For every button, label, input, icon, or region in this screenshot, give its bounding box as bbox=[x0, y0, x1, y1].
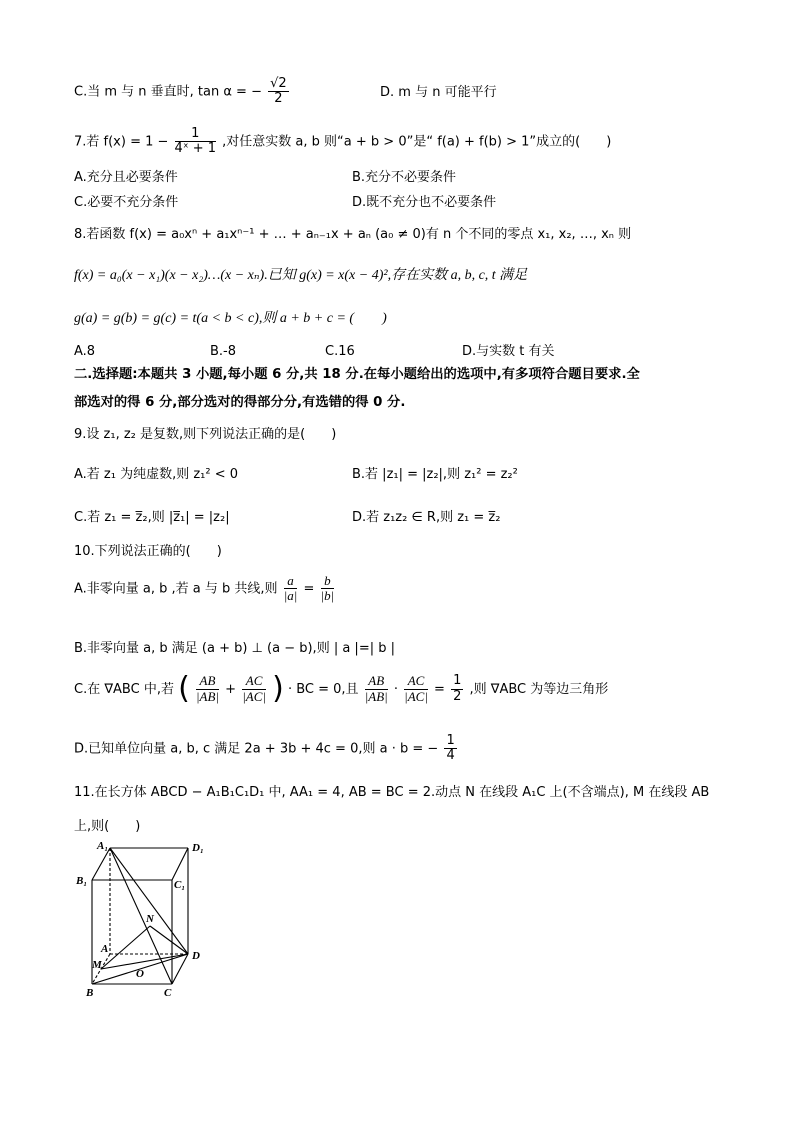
fraction-denominator: 2 bbox=[274, 91, 283, 107]
fraction-numerator: b bbox=[321, 574, 335, 589]
q8-option-d: D.与实数 t 有关 bbox=[462, 344, 555, 359]
q10-option-c-fraction-ac bbox=[242, 674, 266, 704]
fraction-numerator: AB bbox=[365, 674, 388, 689]
section2-heading-line1: 二.选择题:本题共 3 小题,每小题 6 分,共 18 分.在每小题给出的选项中,有多项符合题目要求.全 bbox=[74, 367, 640, 382]
edge-d1-c1 bbox=[172, 848, 188, 880]
q10-option-c-text3: ,则 ∇ABC 为等边三角形 bbox=[469, 681, 609, 697]
label-d: D bbox=[192, 950, 200, 962]
q10-option-c-text1: C.在 ∇ABC 中,若 bbox=[74, 681, 174, 697]
q7-stem-part2: ,对任意实数 a, b 则“a + b > 0”是“ f(a) + f(b) > 1”成立的( ) bbox=[222, 134, 612, 150]
q7-stem bbox=[74, 127, 611, 157]
q10-option-c-fraction-ab bbox=[196, 674, 219, 704]
segment-m-d bbox=[101, 954, 188, 969]
fraction-denominator: |AC| bbox=[242, 688, 266, 704]
fraction-denominator: 4 bbox=[446, 748, 455, 764]
q6-option-c bbox=[74, 77, 291, 107]
q8-line3: g(a) = g(b) = g(c) = t(a < b < c),则 a + b + c = ( ) bbox=[74, 311, 387, 326]
q9-option-a: A.若 z₁ 为纯虚数,则 z₁² < 0 bbox=[74, 467, 239, 482]
fraction-denominator: |a| bbox=[283, 588, 298, 604]
fraction-numerator: AC bbox=[242, 674, 266, 689]
fraction-denominator: |AB| bbox=[364, 688, 388, 704]
label-m: M bbox=[92, 959, 102, 971]
q10-option-d bbox=[74, 734, 459, 764]
q10-option-a bbox=[74, 574, 336, 604]
fraction-denominator: |AB| bbox=[195, 688, 219, 704]
fraction-denominator: 4ˣ + 1 bbox=[174, 141, 217, 157]
q10-option-c-text2: · BC = 0,且 bbox=[287, 681, 359, 697]
q9-stem: 9.设 z₁, z₂ 是复数,则下列说法正确的是( ) bbox=[74, 427, 337, 442]
q8-option-c: C.16 bbox=[325, 344, 355, 359]
q7-fraction bbox=[175, 127, 216, 157]
label-b: B bbox=[86, 987, 94, 999]
segment-a1-c bbox=[110, 848, 172, 984]
segment-a1-d bbox=[110, 848, 188, 954]
q7-option-b: B.充分不必要条件 bbox=[352, 170, 457, 185]
q8-option-b: B.-8 bbox=[210, 344, 237, 359]
q6-option-d: D. m 与 n 可能平行 bbox=[380, 85, 497, 100]
dot-operator: · bbox=[393, 681, 398, 697]
fraction-denominator: |AC| bbox=[404, 688, 428, 704]
q8-option-a: A.8 bbox=[74, 344, 96, 359]
label-b1: B₁ bbox=[76, 875, 88, 887]
label-n: N bbox=[146, 913, 154, 925]
fraction-numerator: 1 bbox=[453, 673, 462, 689]
cuboid-figure bbox=[70, 838, 216, 1006]
label-a: A bbox=[101, 943, 109, 955]
left-paren: ( bbox=[178, 671, 190, 706]
q9-option-b: B.若 |z₁| = |z₂|,则 z₁² = z₂² bbox=[352, 467, 518, 482]
q7-option-a: A.充分且必要条件 bbox=[74, 170, 178, 185]
q10-option-c bbox=[74, 672, 608, 707]
q10-option-c-fraction-ac-2 bbox=[404, 674, 428, 704]
fraction-numerator: 1 bbox=[175, 127, 216, 142]
section2-heading-line2: 部选对的得 6 分,部分选对的得部分分,有选错的得 0 分. bbox=[74, 395, 406, 410]
q10-option-a-fraction-b bbox=[321, 574, 335, 604]
q10-option-d-text: D.已知单位向量 a, b, c 满足 2a + 3b + 4c = 0,则 a · b = − bbox=[74, 741, 439, 757]
fraction-numerator: a bbox=[284, 574, 298, 589]
label-c: C bbox=[164, 987, 172, 999]
q11-line1: 11.在长方体 ABCD − A₁B₁C₁D₁ 中, AA₁ = 4, AB = BC = 2.动点 N 在线段 A₁C 上(不含端点), M 在线段 AB bbox=[74, 785, 710, 800]
q8-line2: f(x) = a₀(x − x₁)(x − x₂)…(x − xₙ).已知 g(x) = x(x − 4)²,存在实数 a, b, c, t 满足 bbox=[74, 268, 528, 283]
q9-option-c: C.若 z₁ = z̅₂,则 |z̅₁| = |z₂| bbox=[74, 510, 230, 525]
right-paren: ) bbox=[272, 671, 284, 706]
edge-a1-b1 bbox=[92, 848, 110, 880]
label-c1: C₁ bbox=[174, 879, 186, 891]
fraction-numerator: √2 bbox=[270, 76, 287, 91]
q10-option-d-fraction bbox=[444, 734, 456, 764]
q10-option-a-fraction-a bbox=[284, 574, 298, 604]
q10-stem: 10.下列说法正确的( ) bbox=[74, 544, 222, 559]
q10-option-c-fraction-half bbox=[451, 674, 463, 704]
label-d1: D₁ bbox=[192, 842, 204, 854]
equals-sign: = bbox=[434, 681, 445, 697]
q6-option-c-text: C.当 m 与 n 垂直时, tan α = − bbox=[74, 84, 262, 100]
q9-option-d: D.若 z₁z₂ ∈ R,则 z₁ = z̅₂ bbox=[352, 510, 501, 525]
q10-option-a-text: A.非零向量 a, b ,若 a 与 b 共线,则 bbox=[74, 581, 278, 597]
fraction-numerator: AC bbox=[404, 674, 428, 689]
q7-option-d: D.既不充分也不必要条件 bbox=[352, 195, 497, 210]
q10-option-c-fraction-ab-2 bbox=[365, 674, 388, 704]
label-o: O bbox=[136, 968, 144, 980]
q8-line1: 8.若函数 f(x) = a₀xⁿ + a₁xⁿ⁻¹ + … + aₙ₋₁x + aₙ (a₀ ≠ 0)有 n 个不同的零点 x₁, x₂, …, xₙ 则 bbox=[74, 227, 632, 242]
q7-stem-part1: 7.若 f(x) = 1 − bbox=[74, 134, 169, 150]
q11-line2: 上,则( ) bbox=[74, 819, 141, 834]
fraction-denominator: |b| bbox=[320, 588, 335, 604]
fraction-numerator: AB bbox=[196, 674, 219, 689]
segment-n-m bbox=[101, 926, 150, 969]
fraction-numerator: 1 bbox=[446, 733, 455, 748]
fraction-denominator: 2 bbox=[453, 688, 462, 704]
q7-option-c: C.必要不充分条件 bbox=[74, 195, 179, 210]
equals-sign: = bbox=[303, 581, 315, 597]
q6-option-c-fraction bbox=[268, 77, 289, 107]
label-a1: A₁ bbox=[97, 840, 109, 852]
plus-sign: + bbox=[225, 681, 237, 697]
segment-n-d bbox=[150, 926, 188, 954]
q10-option-b: B.非零向量 a, b 满足 (a + b) ⊥ (a − b),则 | a |=| b | bbox=[74, 641, 395, 656]
